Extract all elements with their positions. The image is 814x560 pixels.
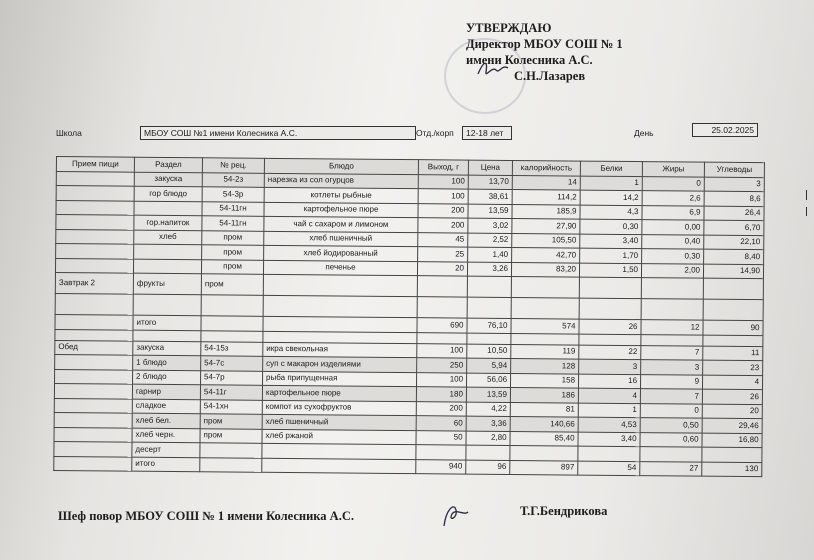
cell-weight: 100 [417,343,467,358]
cell-weight: 200 [418,218,468,233]
cell-price: 13,70 [468,175,512,190]
col-carbs: Углеводы [704,162,764,177]
cell-meal [55,369,133,384]
cell-kcal: 105,50 [512,233,580,248]
cell-section [134,201,202,216]
snack-section: фрукты [133,273,201,295]
snack-total-label: итого [133,315,201,330]
lunch-meal: Обед [55,340,133,355]
cell-protein: 3,40 [580,234,642,249]
cell-weight: 100 [418,189,468,204]
cell-recipe: пром [201,259,263,274]
col-dish: Блюдо [264,158,418,174]
cell-kcal: 119 [511,344,579,359]
cell-carbs: 22,10 [704,235,764,250]
cell-fat: 2,6 [642,191,704,206]
cell-price: 56,06 [466,373,510,388]
cell-price: 2,52 [468,233,512,248]
cell-protein: 3,40 [578,432,640,447]
day-label: День [634,128,654,138]
school-value: МБОУ СОШ №1 имени Колесника А.С. [140,126,416,140]
lunch-total-price: 96 [466,460,510,475]
cell-carbs: 26,4 [704,206,764,221]
lunch-total-kcal: 897 [510,460,578,475]
cell-meal [56,200,134,215]
col-fat: Жиры [642,162,704,177]
col-meal: Прием пищи [56,157,134,172]
cell-protein: 1 [580,176,642,191]
cell-dish: рыба припущенная [263,371,417,387]
cell-carbs: 29,46 [702,418,762,433]
cell-weight: 200 [416,401,466,416]
snack-meal: Завтрак 2 [55,272,133,294]
cell-weight: 60 [416,416,466,431]
cell-protein: 4 [578,388,640,403]
cell-fat: 0,00 [642,220,704,235]
cell-carbs: 26 [702,389,762,404]
cell-meal [55,354,133,369]
lunch-total-label: итого [132,457,200,472]
cell-recipe: 54-11гн [202,216,264,231]
cell-recipe: пром [202,245,264,260]
director-signature [474,56,514,82]
cell-dish: суп с макарон изделиями [263,356,417,372]
cell-fat: 0 [642,176,704,191]
cell-dish: хлеб йодированный [264,245,418,261]
cell-kcal: 85,40 [510,431,578,446]
cell-carbs: 8,40 [704,249,764,264]
cell-dish: хлеб пшеничный [264,231,418,247]
cell-price: 3,02 [468,218,512,233]
cell-price: 13,59 [466,387,510,402]
cell-section: хлеб черн. [132,428,200,443]
cell-kcal: 81 [510,402,578,417]
approval-position: Директор МБОУ СОШ № 1 [466,37,623,51]
cell-price: 3,36 [466,416,510,431]
cell-fat: 7 [640,389,702,404]
cell-fat: 9 [640,374,702,389]
menu-table [53,156,765,477]
cell-fat: 0,40 [642,234,704,249]
cell-protein: 16 [578,374,640,389]
cell-dish: картофельное пюре [264,202,418,218]
cell-kcal: 128 [511,358,579,373]
snack-recipe: пром [201,274,263,296]
cell-dish: икра свекольная [263,342,417,358]
cell-weight: 20 [417,261,467,276]
snack-total-carbs: 90 [703,320,763,335]
cell-kcal: 83,20 [511,262,579,277]
cell-meal [56,186,134,201]
lunch-total-fat: 27 [640,461,702,476]
cell-section: сладкое [132,399,200,414]
snack-total-fat: 12 [641,320,703,335]
cell-meal [55,258,133,273]
cell-fat: 0 [640,403,702,418]
cell-kcal: 140,66 [510,416,578,431]
cell-dish: хлеб пшеничный [262,414,416,430]
cell-recipe: пром [202,230,264,245]
cell-price: 3,26 [467,262,511,277]
cell-meal [54,427,132,442]
cell-carbs: 23 [703,360,763,375]
cell-carbs: 3 [704,177,764,192]
cell-meal [56,244,134,259]
cell-protein: 22 [579,345,641,360]
chef-signature [438,500,472,530]
cell-price: 5,94 [467,358,511,373]
cell-carbs: 8,6 [704,191,764,206]
cell-meal [54,383,132,398]
cell-meal [56,229,134,244]
cell-price: 2,80 [466,431,510,446]
cell-protein: 4,53 [578,417,640,432]
cell-dish: печенье [263,260,417,276]
edge-mark [806,207,807,216]
cell-section: хлеб бел. [132,413,200,428]
cell-dish: компот из сухофруктов [262,400,416,416]
cell-weight: 45 [418,232,468,247]
cell-weight: 100 [417,372,467,387]
col-section: Раздел [134,157,202,172]
cell-protein: 4,3 [580,205,642,220]
cell-meal [54,398,132,413]
cell-recipe: 54-7с [201,356,263,371]
approval-title: УТВЕРЖДАЮ [466,21,552,35]
cell-meal [56,215,134,230]
school-label: Школа [56,128,82,138]
cell-dish: хлеб ржаной [262,429,416,445]
cell-section: 2 блюдо [133,370,201,385]
cell-recipe: 54-2з [202,172,264,187]
cell-price: 38,61 [468,189,512,204]
cell-fat: 0,60 [640,432,702,447]
cell-carbs: 16,80 [702,433,762,448]
cell-recipe: 54-11гн [202,201,264,216]
cell-fat: 6,9 [642,205,704,220]
snack-total-price: 76,10 [467,318,511,333]
cell-meal [56,171,134,186]
cell-section: закуска [134,172,202,187]
cell-weight: 25 [418,247,468,262]
cell-meal [54,412,132,427]
cell-carbs: 20 [702,404,762,419]
cell-kcal: 42,70 [512,247,580,262]
cell-carbs: 14,90 [703,264,763,279]
edge-mark [806,190,807,200]
cell-carbs: 6,70 [704,220,764,235]
cell-protein: 0,30 [580,219,642,234]
cell-dish: нарезка из сол огурцов [264,173,418,189]
cell-protein: 1 [578,403,640,418]
cell-recipe: пром [200,414,262,429]
cell-carbs: 11 [703,346,763,361]
cell-dish: котлеты рыбные [264,187,418,203]
cell-price: 4,22 [466,402,510,417]
cell-section: гор блюдо [134,186,202,201]
cell-carbs: 4 [702,375,762,390]
cell-section: закуска [133,341,201,356]
cell-kcal: 14 [512,175,580,190]
chef-caption: Шеф повор МБОУ СОШ № 1 имени Колесника А.С. [58,509,354,523]
cell-weight: 200 [418,203,468,218]
col-price: Цена [468,160,512,175]
cell-recipe: 54-7р [201,370,263,385]
cell-fat: 3 [641,360,703,375]
cell-section: хлеб [134,230,202,245]
cell-section [134,244,202,259]
dessert-label: десерт [132,442,200,457]
cell-weight: 100 [418,174,468,189]
cell-recipe: 54-3р [202,187,264,202]
cell-section: 1 блюдо [133,355,201,370]
approval-director-name: С.Н.Лазарев [514,69,586,83]
cell-price: 13,59 [468,204,512,219]
col-kcal: калорийность [512,160,580,175]
cell-protein: 3 [579,359,641,374]
cell-recipe: 54-11г [200,385,262,400]
cell-protein: 14,2 [580,190,642,205]
cell-section: гарнир [132,384,200,399]
col-recipe: № рец. [202,158,264,173]
cell-section: гор.напиток [134,215,202,230]
dept-value: 12-18 лет [462,126,512,140]
snack-total-protein: 26 [579,319,641,334]
chef-name: Т.Г.Бендрикова [520,504,608,518]
cell-protein: 1,70 [580,248,642,263]
cell-fat: 2,00 [641,263,703,278]
cell-dish: картофельное пюре [262,385,416,401]
cell-price: 10,50 [467,344,511,359]
cell-weight: 250 [417,358,467,373]
col-weight: Выход, г [418,160,468,175]
day-value: 25.02.2025 [692,123,758,137]
cell-kcal: 185,9 [512,204,580,219]
col-protein: Белки [580,161,642,176]
cell-weight: 50 [416,430,466,445]
cell-recipe: 54-1хн [200,399,262,414]
cell-kcal: 114,2 [512,189,580,204]
lunch-total-weight: 940 [416,459,466,474]
cell-fat: 0,30 [642,249,704,264]
cell-kcal: 27,90 [512,218,580,233]
cell-protein: 1,50 [579,263,641,278]
cell-price: 1,40 [468,247,512,262]
dept-label: Отд./корп [416,128,454,138]
cell-recipe: пром [200,428,262,443]
snack-total-weight: 690 [417,318,467,333]
cell-fat: 7 [641,345,703,360]
cell-weight: 180 [416,387,466,402]
lunch-total-carbs: 130 [702,462,762,477]
lunch-total-protein: 54 [578,461,640,476]
cell-kcal: 158 [510,373,578,388]
cell-recipe: 54-15з [201,341,263,356]
cell-section [133,259,201,274]
approval-school: имени Колесника А.С. [466,53,593,67]
cell-dish: чай с сахаром и лимоном [264,216,418,232]
snack-total-kcal: 574 [511,318,579,333]
cell-kcal: 186 [510,387,578,402]
cell-fat: 0,50 [640,418,702,433]
